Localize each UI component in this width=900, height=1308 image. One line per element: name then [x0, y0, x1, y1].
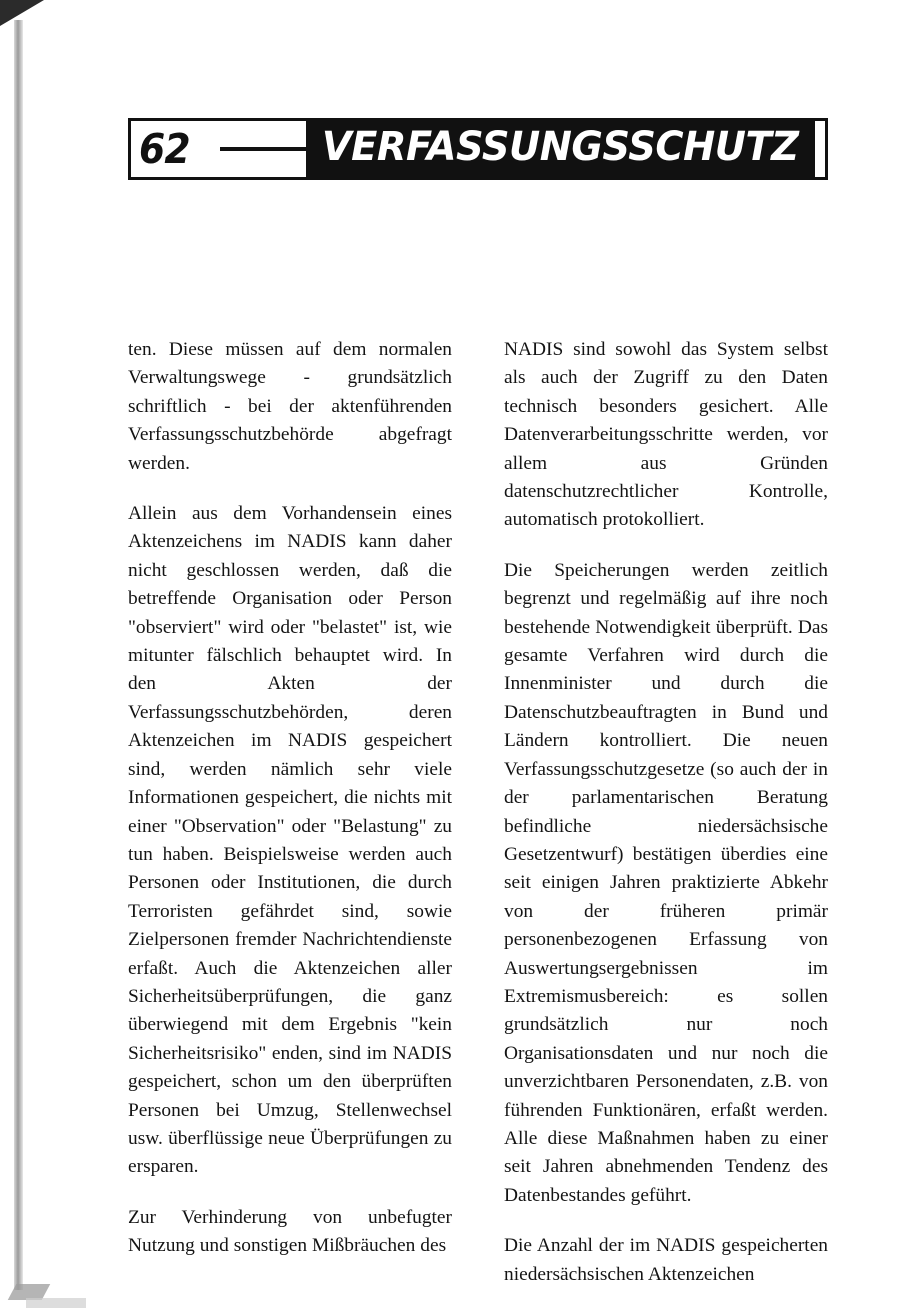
- section-title: VERFASSUNGSSCHUTZ: [321, 124, 799, 170]
- paragraph: NADIS sind sowohl das System selbst als auch der Zugriff zu den Daten technisch besonders gesichert. Alle Datenverarbeitungsschritte werden, vor allem aus Gründen datenschutzrechtlicher Kontrolle, automatisch protokolliert.: [504, 339, 828, 531]
- header-end-cap: [815, 118, 828, 180]
- paragraph: Zur Verhinderung von unbefugter Nutzung und sonstigen Mißbräuchen des: [128, 1206, 452, 1257]
- paragraph: Die Speicherungen werden zeitlich begrenzt und regelmäßig auf ihre noch bestehende Notwendigkeit überprüft. Das gesamte Verfahren wird durch die Innenminister und durch die Datenschutzbeauftragten in Bund und Ländern kontrolliert. Die neuen Verfassungsschutzgesetze (so auch der in der parlamentarischen Beratung befindliche niedersächsische Gesetzentwurf) bestätigen überdies eine seit einigen Jahren praktizierte Abkehr von der früheren primär personenbezogenen Erfassung von Auswertungsergebnissen im Extremismusbereich: es sollen grundsätzlich nur noch Organisationsdaten und nur noch die unverzichtbaren Personendaten, z.B. von führenden Funktionären, erfaßt werden. Alle diese Maßnahmen haben zu einer seit Jahren abnehmenden Tendenz des Datenbestandes geführt.: [504, 559, 828, 1206]
- page-header: [128, 118, 828, 180]
- paragraph: ten. Diese müssen auf dem normalen Verwaltungswege - grundsätzlich schriftlich - bei der aktenführenden Verfassungsschutzbehörde abgefragt werden.: [128, 339, 452, 474]
- folio-box: [128, 118, 220, 180]
- paragraph: Allein aus dem Vorhandensein eines Aktenzeichens im NADIS kann daher nicht geschlossen werden, daß die betreffende Organisation oder Person "observiert" wird oder "belastet" ist, wie mitunter fälschlich behauptet wird. In den Akten der Verfassungsschutzbehörden, deren Aktenzeichen im NADIS gespeichert sind, werden nämlich sehr viele Informationen gespeichert, die nichts mit einer "Observation" oder "Belastung" zu tun haben. Beispielsweise werden auch Personen oder Institutionen, die durch Terroristen gefährdet sind, sowie Zielpersonen fremder Nachrichtendienste erfaßt. Auch die Aktenzeichen aller Sicherheitsüberprüfungen, die ganz überwiegend mit dem Ergebnis "kein Sicherheitsrisiko" enden, sind im NADIS gespeichert, schon um den überprüften Personen bei Umzug, Stellenwechsel usw. überflüssige neue Überprüfungen zu ersparen.: [128, 503, 452, 1178]
- scan-spine-shadow: [14, 20, 23, 1290]
- page-number: 62: [139, 124, 190, 173]
- paragraph: Die Anzahl der im NADIS gespeicherten niedersächsischen Aktenzeichen: [504, 1235, 828, 1285]
- column-left: [128, 336, 452, 1289]
- column-right: [504, 336, 828, 1289]
- section-title-block: [306, 118, 814, 180]
- scan-bottom-artifact-secondary: [26, 1298, 86, 1308]
- body-columns: [128, 336, 828, 1289]
- header-rule: [220, 118, 306, 180]
